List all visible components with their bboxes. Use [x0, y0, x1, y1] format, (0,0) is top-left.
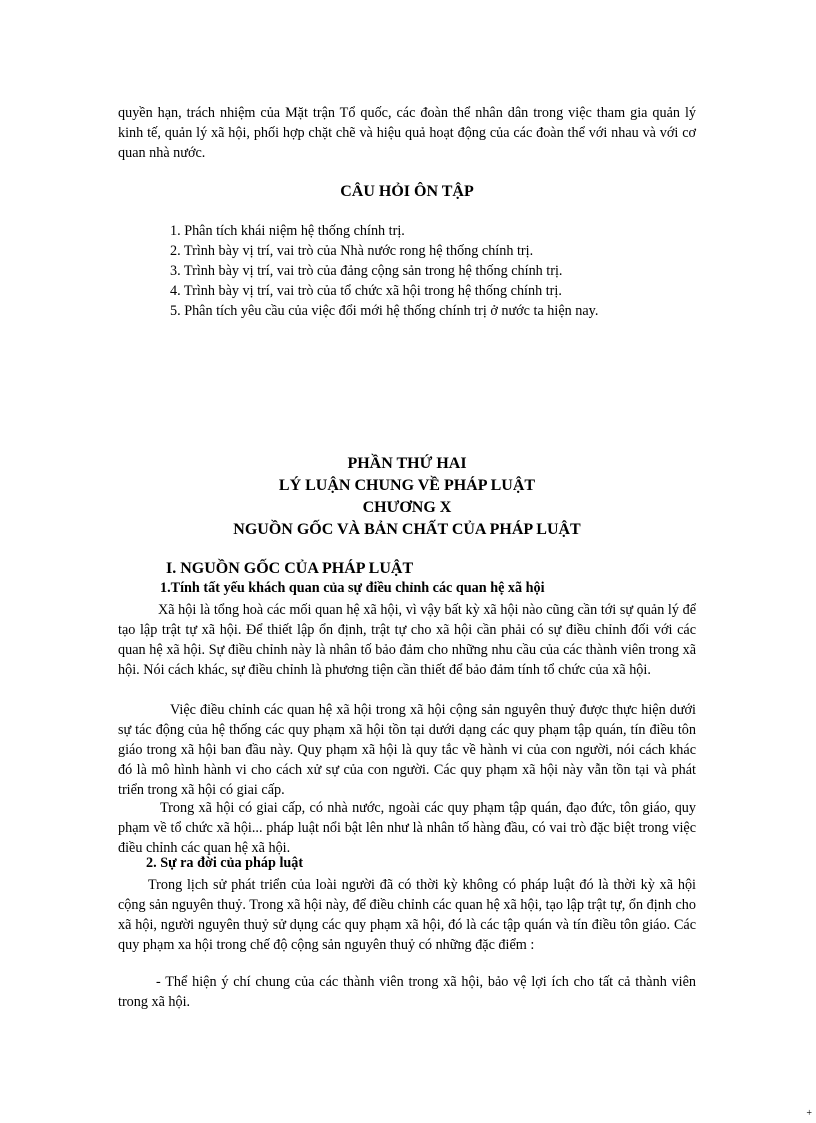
review-question-5: 5. Phân tích yêu cầu của việc đổi mới hệ thống chính trị ở nước ta hiện nay. — [170, 303, 599, 319]
subsection-2-heading: 2. Sự ra đời của pháp luật — [146, 855, 304, 871]
subsection-1-paragraph-1: Xã hội là tổng hoà các mối quan hệ xã hội, vì vậy bất kỳ xã hội nào cũng cần tới sự quản lý để tạo lập trật tự xã hội. Để thiết lập ổn định, trật tự cho xã hội cần phải có sự điều chỉnh đối với các quan hệ xã hội. Sự điều chỉnh này là nhân tố bảo đảm cho những nhu cầu của các thành viên trong xã hội. Nói cách khác, sự điều chỉnh là phương tiện cần thiết để bảo đảm tính tổ chức của xã hội. — [118, 602, 696, 678]
section-heading: I. NGUỒN GỐC CỦA PHÁP LUẬT — [166, 560, 414, 577]
subsection-1-paragraph-3: Trong xã hội có giai cấp, có nhà nước, ngoài các quy phạm tập quán, đạo đức, tôn giáo, quy phạm về tổ chức xã hội... pháp luật nổi bật lên như là nhân tố hàng đầu, có vai trò đặc biệt trong việc điều chỉnh các quan hệ xã hội. — [118, 800, 696, 856]
subsection-2-paragraph-1: Trong lịch sử phát triển của loài người đã có thời kỳ không có pháp luật đó là thời kỳ xã hội cộng sản nguyên thuỷ. Trong xã hội này, để điều chỉnh các quan hệ xã hội, tạo lập trật tự, ổn định cho xã hội, người nguyên thuỷ sử dụng các quy phạm xã hội, đó là các tập quán và tín điều tôn giáo. Các quy phạm xa hội trong chế độ cộng sản nguyên thuỷ có những đặc điểm : — [118, 877, 696, 953]
subsection-1-paragraph-2: Việc điều chỉnh các quan hệ xã hội trong xã hội cộng sản nguyên thuỷ được thực hiện dưới sự tác động của hệ thống các quy phạm xã hội tồn tại dưới dạng các quy phạm tập quán, tín điều tôn giáo trong xã hội ban đầu này. Quy phạm xã hội là quy tắc về hành vi của con người, nói cách khác đó là mô hình hành vi cho cách xử sự của con người. Các quy phạm xã hội này vẫn tồn tại và phát triển trong xã hội có giai cấp. — [118, 702, 696, 798]
review-question-2: 2. Trình bày vị trí, vai trò của Nhà nước rong hệ thống chính trị. — [170, 243, 534, 259]
review-question-3: 3. Trình bày vị trí, vai trò của đảng cộng sản trong hệ thống chính trị. — [170, 263, 563, 279]
intro-paragraph: quyền hạn, trách nhiệm của Mặt trận Tổ quốc, các đoàn thể nhân dân trong việc tham gia quản lý kinh tế, quản lý xã hội, phối hợp chặt chẽ và hiệu quả hoạt động của các đoàn thể với nhau và với cơ quan nhà nước. — [118, 105, 696, 161]
subsection-2-paragraph-2: - Thể hiện ý chí chung của các thành viên trong xã hội, bảo vệ lợi ích cho tất cả thành viên trong xã hội. — [118, 974, 696, 1010]
chapter-title: NGUỒN GỐC VÀ BẢN CHẤT CỦA PHÁP LUẬT — [233, 521, 581, 538]
corner-mark: + — [806, 1108, 812, 1119]
review-question-1: 1. Phân tích khái niệm hệ thống chính trị. — [170, 223, 405, 239]
subsection-1-heading: 1.Tính tất yếu khách quan của sự điều chỉnh các quan hệ xã hội — [160, 580, 545, 596]
part-title: PHẦN THỨ HAI — [347, 455, 467, 472]
review-question-4: 4. Trình bày vị trí, vai trò của tổ chức xã hội trong hệ thống chính trị. — [170, 283, 562, 299]
part-subtitle: LÝ LUẬN CHUNG VỀ PHÁP LUẬT — [278, 477, 536, 494]
review-title: CÂU HỎI ÔN TẬP — [340, 183, 474, 200]
chapter-number: CHƯƠNG X — [362, 499, 452, 516]
